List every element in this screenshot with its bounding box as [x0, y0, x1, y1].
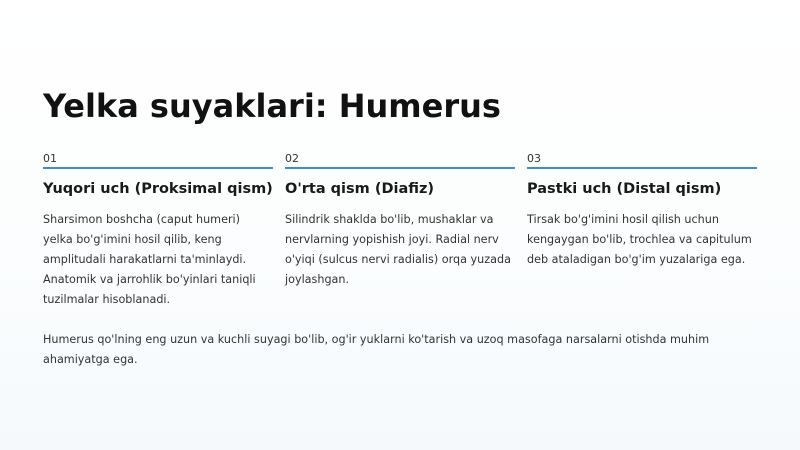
column-number: 03: [527, 152, 757, 169]
columns-section: [43, 152, 757, 322]
column-proximal: [43, 152, 273, 310]
column-heading: Pastki uch (Distal qism): [527, 181, 722, 197]
column-number: 01: [43, 152, 273, 169]
column-heading: Yuqori uch (Proksimal qism): [43, 181, 273, 197]
column-text: Silindrik shaklda bo'lib, mushaklar va nervlarning yopishish joyi. Radial nerv o'yiqi (sulcus nervi radialis) orqa yuzada joylashgan.: [285, 213, 511, 286]
column-text: Tirsak bo'g'imini hosil qilish uchun kengaygan bo'lib, trochlea va capitulum deb ataladigan bo'g'im yuzalariga ega.: [527, 213, 752, 266]
summary-text: Humerus qo'lning eng uzun va kuchli suyagi bo'lib, og'ir yuklarni ko'tarish va uzoq masofaga narsalarni otishda muhim ahamiyatga ega.: [43, 333, 710, 366]
column-diaphysis: [285, 152, 515, 290]
column-number: 02: [285, 152, 515, 169]
column-distal: [527, 152, 757, 270]
column-heading: O'rta qism (Diafiz): [285, 181, 435, 197]
slide-title: Yelka suyaklari: Humerus: [43, 87, 501, 125]
column-text: Sharsimon boshcha (caput humeri) yelka bo'g'imini hosil qilib, keng amplitudali harakatlarni ta'minlaydi. Anatomik va jarrohlik bo'yinlari taniqli tuzilmalar hisoblanadi.: [43, 213, 256, 306]
